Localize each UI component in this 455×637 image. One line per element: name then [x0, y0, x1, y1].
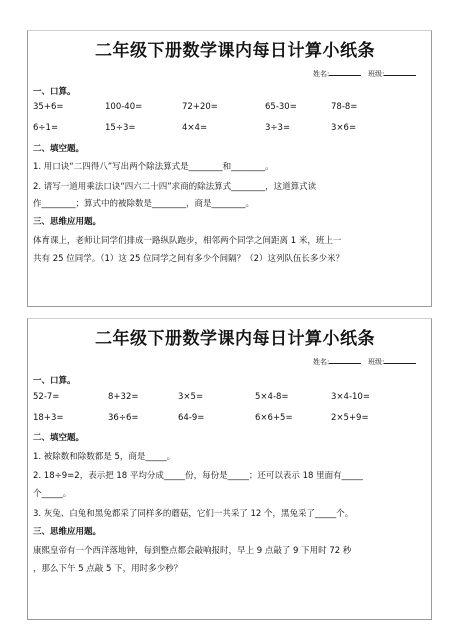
calc-item: 6×6+5= [255, 413, 293, 423]
name-blank[interactable] [329, 67, 361, 76]
calc-item: 64-9= [178, 413, 205, 423]
calc-item: 52-7= [33, 392, 60, 402]
worksheet-title: 二年级下册数学课内每日计算小纸条 [95, 329, 375, 349]
name-label: 姓名: [313, 70, 330, 78]
calc-item: 36÷6= [108, 413, 139, 423]
calc-item: 100-40= [105, 102, 143, 112]
name-class-fields [313, 355, 416, 367]
calc-item: 78-8= [331, 102, 358, 112]
section-oral-calc: 一、口算。 [33, 376, 76, 386]
calc-item: 3÷3= [265, 123, 291, 133]
question-1: 1. 用口诀“二四得八”写出两个除法算式是________和________。 [33, 162, 274, 172]
class-label: 班级: [368, 70, 385, 78]
question-2: 2. 请写一道用乘法口诀“四六二十四”求商的除法算式________，这道算式读 [33, 182, 317, 192]
section-fill-blank: 二、填空题。 [33, 433, 85, 443]
word-problem-line-1: 体育课上，老师让同学们排成一路纵队跑步，相邻两个同学之间距离 1 米，班上一 [33, 236, 342, 246]
name-class-fields [313, 67, 416, 79]
calc-item: 72+20= [182, 102, 218, 112]
name-label: 姓名: [313, 358, 330, 366]
calc-item: 35+6= [33, 102, 64, 112]
calc-item: 3×5= [178, 392, 204, 402]
section-word-problem: 三、思维应用题。 [33, 217, 102, 227]
calc-item: 8+32= [108, 392, 139, 402]
class-blank[interactable] [384, 67, 416, 76]
question-3: 3. 灰兔、白兔和黑兔都采了同样多的蘑菇，它们一共采了 12 个，黑兔采了_____个。 [33, 509, 354, 519]
calc-item: 2×5+9= [331, 413, 369, 423]
question-1: 1. 被除数和除数都是 5，商是_____。 [33, 452, 176, 462]
calc-item: 15÷3= [105, 123, 136, 133]
word-problem-line-2: 共有 25 位同学。（1）这 25 位同学之间有多少个间隔？（2）这列队伍长多少米？ [33, 254, 345, 264]
word-problem-line-1: 康熙皇帝有一个西洋落地钟，每到整点都会敲响报时，早上 9 点敲了 9 下用时 72 秒 [33, 546, 352, 556]
calc-item: 4×4= [182, 123, 208, 133]
question-2-cont: 作________；算式中的被除数是________，商是________。 [33, 199, 255, 209]
calc-item: 18+3= [33, 413, 64, 423]
worksheet-card-2 [27, 318, 432, 620]
class-blank[interactable] [384, 355, 416, 364]
section-word-problem: 三、思维应用题。 [33, 527, 102, 537]
section-fill-blank: 二、填空题。 [33, 144, 85, 154]
section-oral-calc: 一、口算。 [33, 87, 76, 97]
name-blank[interactable] [329, 355, 361, 364]
worksheet-card-1 [27, 30, 432, 307]
calc-item: 6÷1= [33, 123, 59, 133]
worksheet-title: 二年级下册数学课内每日计算小纸条 [95, 41, 375, 61]
calc-item: 3×4-10= [331, 392, 370, 402]
calc-item: 3×6= [331, 123, 357, 133]
word-problem-line-2: ，那么下午 5 点敲 5 下，用时多少秒？ [33, 564, 183, 574]
calc-item: 65-30= [265, 102, 297, 112]
question-2: 2. 18÷9=2，表示把 18 平均分成_____份，每份是_____；还可以表示 18 里面有_____ [33, 471, 363, 481]
class-label: 班级: [368, 358, 385, 366]
question-2-cont: 个_____。 [33, 489, 72, 499]
calc-item: 5×4-8= [255, 392, 289, 402]
